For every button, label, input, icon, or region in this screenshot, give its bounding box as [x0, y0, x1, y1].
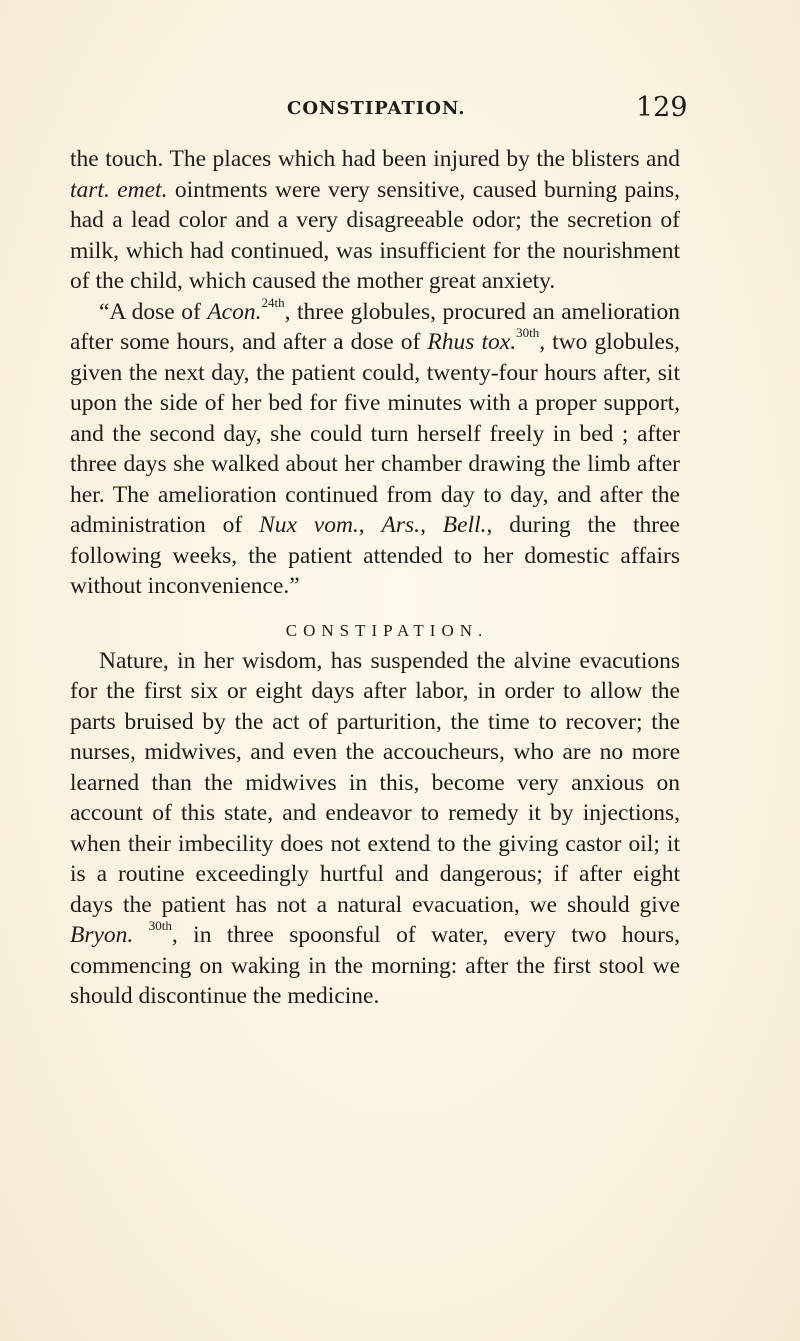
text-run: Nature, in her wisdom, has suspended the alvine evacutions for the first six or eight days after labor, in order to allow the parts bruised by the act of parturition, the time to recover; the nurses, midwives, and even the accoucheurs, who are no more learned than the midwives in this, become very anxious on account of this state, and endeavor to remedy it by injections, when their imbecility does not extend to the giving castor oil; it is a routine exceedingly hurtful and dangerous; if after eight days the patient has not a natural evacuation, we should give: [70, 647, 680, 918]
text-run: , two globules, given the next day, the patient could, twenty-four hours after, sit upon the side of her bed for five minutes with a proper support, and the second day, she could turn herself freely in bed ; after three days she walked about her chamber drawing the limb after her. The amelioration continued from day to day, and after the administration of: [70, 329, 681, 538]
text-run: “A dose of: [99, 298, 208, 325]
text-run-italic: Ars.: [381, 512, 421, 538]
page-header: [0, 92, 800, 126]
potency-superscript: 30th: [148, 918, 172, 934]
text-run-italic: Bryon.: [70, 922, 134, 948]
case-paragraph: [70, 294, 681, 602]
potency-superscript: 30th: [516, 325, 540, 341]
page-number: 129: [636, 92, 688, 123]
text-run-italic: Bell.: [442, 512, 487, 538]
text-run: ,: [420, 512, 443, 538]
text-run: the touch. The places which had been injured by the blisters and: [70, 146, 680, 172]
text-run: [133, 922, 148, 948]
text-run: ,: [358, 512, 382, 538]
section-heading: CONSTIPATION.: [285, 620, 489, 640]
text-run-italic: Rhus tox.: [427, 329, 517, 355]
text-run: , in three spoonsful of water, every two hours, commencing on waking in the morning: after the first stool we should discontinue the medicine.: [70, 922, 681, 1009]
running-title: CONSTIPATION.: [287, 98, 466, 119]
body-text: [70, 144, 680, 1012]
text-run-italic: Nux vom.: [259, 512, 359, 538]
potency-superscript: 24th: [261, 294, 285, 310]
continuation-paragraph: [70, 144, 680, 297]
text-run: , during the three following weeks, the patient attended to her domestic affairs without inconvenience.”: [70, 512, 680, 599]
text-run-italic: tart. emet.: [70, 176, 168, 203]
text-run: , three globules, procured an amelioration after some hours, and after a dose of: [70, 298, 680, 355]
text-run-italic: Acon.: [207, 298, 262, 325]
text-run: ointments were very sensitive, caused burning pains, had a lead color and a very disagreeable odor; the secretion of milk, which had continued, was insufficient for the nourishment of the child, which caused the mother great anxiety.: [70, 176, 680, 294]
constipation-paragraph: [70, 646, 680, 1012]
